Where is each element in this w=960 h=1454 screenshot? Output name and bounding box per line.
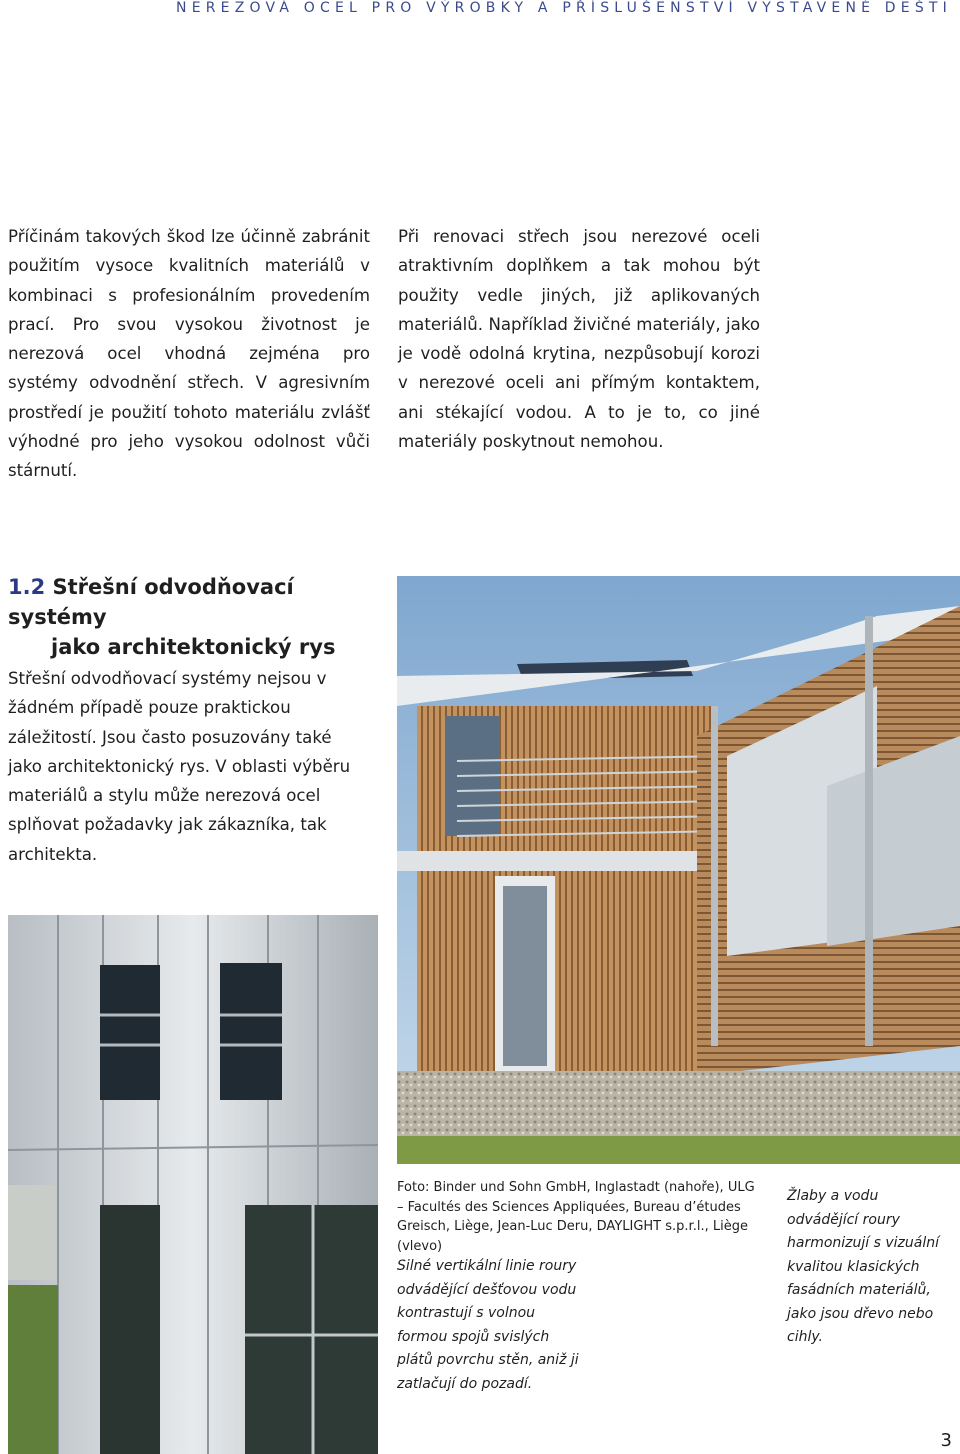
right-column-paragraph: Při renovaci střech jsou nerezové oceli atraktivním doplňkem a tak mohou být použity vedle jiných, již aplikovaných materiálů. Například živičné materiály, jako je vodě odolná krytina, nezpůsobují korozi v nerezové oceli ani přímým kontaktem, ani stékající vodou. A to je to, co jiné materiály poskytnout nemohou.	[398, 227, 760, 452]
left-photo-caption: Silné vertikální linie roury odvádějící dešťovou vodu kontrastují s volnou formou spojů svislých plátů povrchu stěn, aniž ji zatlačují do pozadí.	[397, 1258, 579, 1392]
photo-credit: Foto: Binder und Sohn GmbH, Inglastadt (nahoře), ULG – Facultés des Sciences Appliquées, Bureau d’études Greisch, Liège, Jean-Luc Deru, DAYLIGHT s.p.r.l., Liège (vlevo)	[397, 1180, 755, 1254]
section-number: 1.2	[8, 575, 46, 599]
steel-facade-illustration	[8, 915, 378, 1454]
section-intro-paragraph: Střešní odvodňovací systémy nejsou v žádném případě pouze praktickou záležitostí. Jsou často posuzovány také jako architektonický rys. V oblasti výběru materiálů a stylu může nerezová ocel splňovat požadavky jak zákazníka, tak architekta.	[8, 669, 351, 864]
photo-steel-facade	[8, 915, 378, 1454]
page-number: 3	[940, 1430, 952, 1451]
section-title-line2: jako architektonický rys	[51, 635, 336, 659]
photo-wooden-house	[397, 576, 960, 1164]
top-photo-caption: Žlaby a vodu odvádějící roury harmonizují s vizuální kvalitou klasických fasádních materiálů, jako jsou dřevo nebo cihly.	[787, 1188, 939, 1345]
wooden-house-illustration	[397, 576, 960, 1164]
left-column-paragraph: Příčinám takových škod lze účinně zabránit použitím vysoce kvalitních materiálů v kombinaci s profesionálním provedením prací. Pro svou vysokou životnost je nerezová ocel vhodná zejména pro systémy odvodnění střech. V agresivním prostředí je použití tohoto materiálu zvlášť výhodné pro jeho vysokou odolnost vůči stárnutí.	[8, 227, 370, 481]
section-title-line1: Střešní odvodňovací systémy	[8, 575, 294, 629]
section-heading	[8, 572, 388, 662]
running-header: NEREZOVÁ OCEL PRO VÝROBKY A PŘÍSLUŠENSTVÍ VYSTAVENÉ DEŠTI	[176, 0, 952, 16]
